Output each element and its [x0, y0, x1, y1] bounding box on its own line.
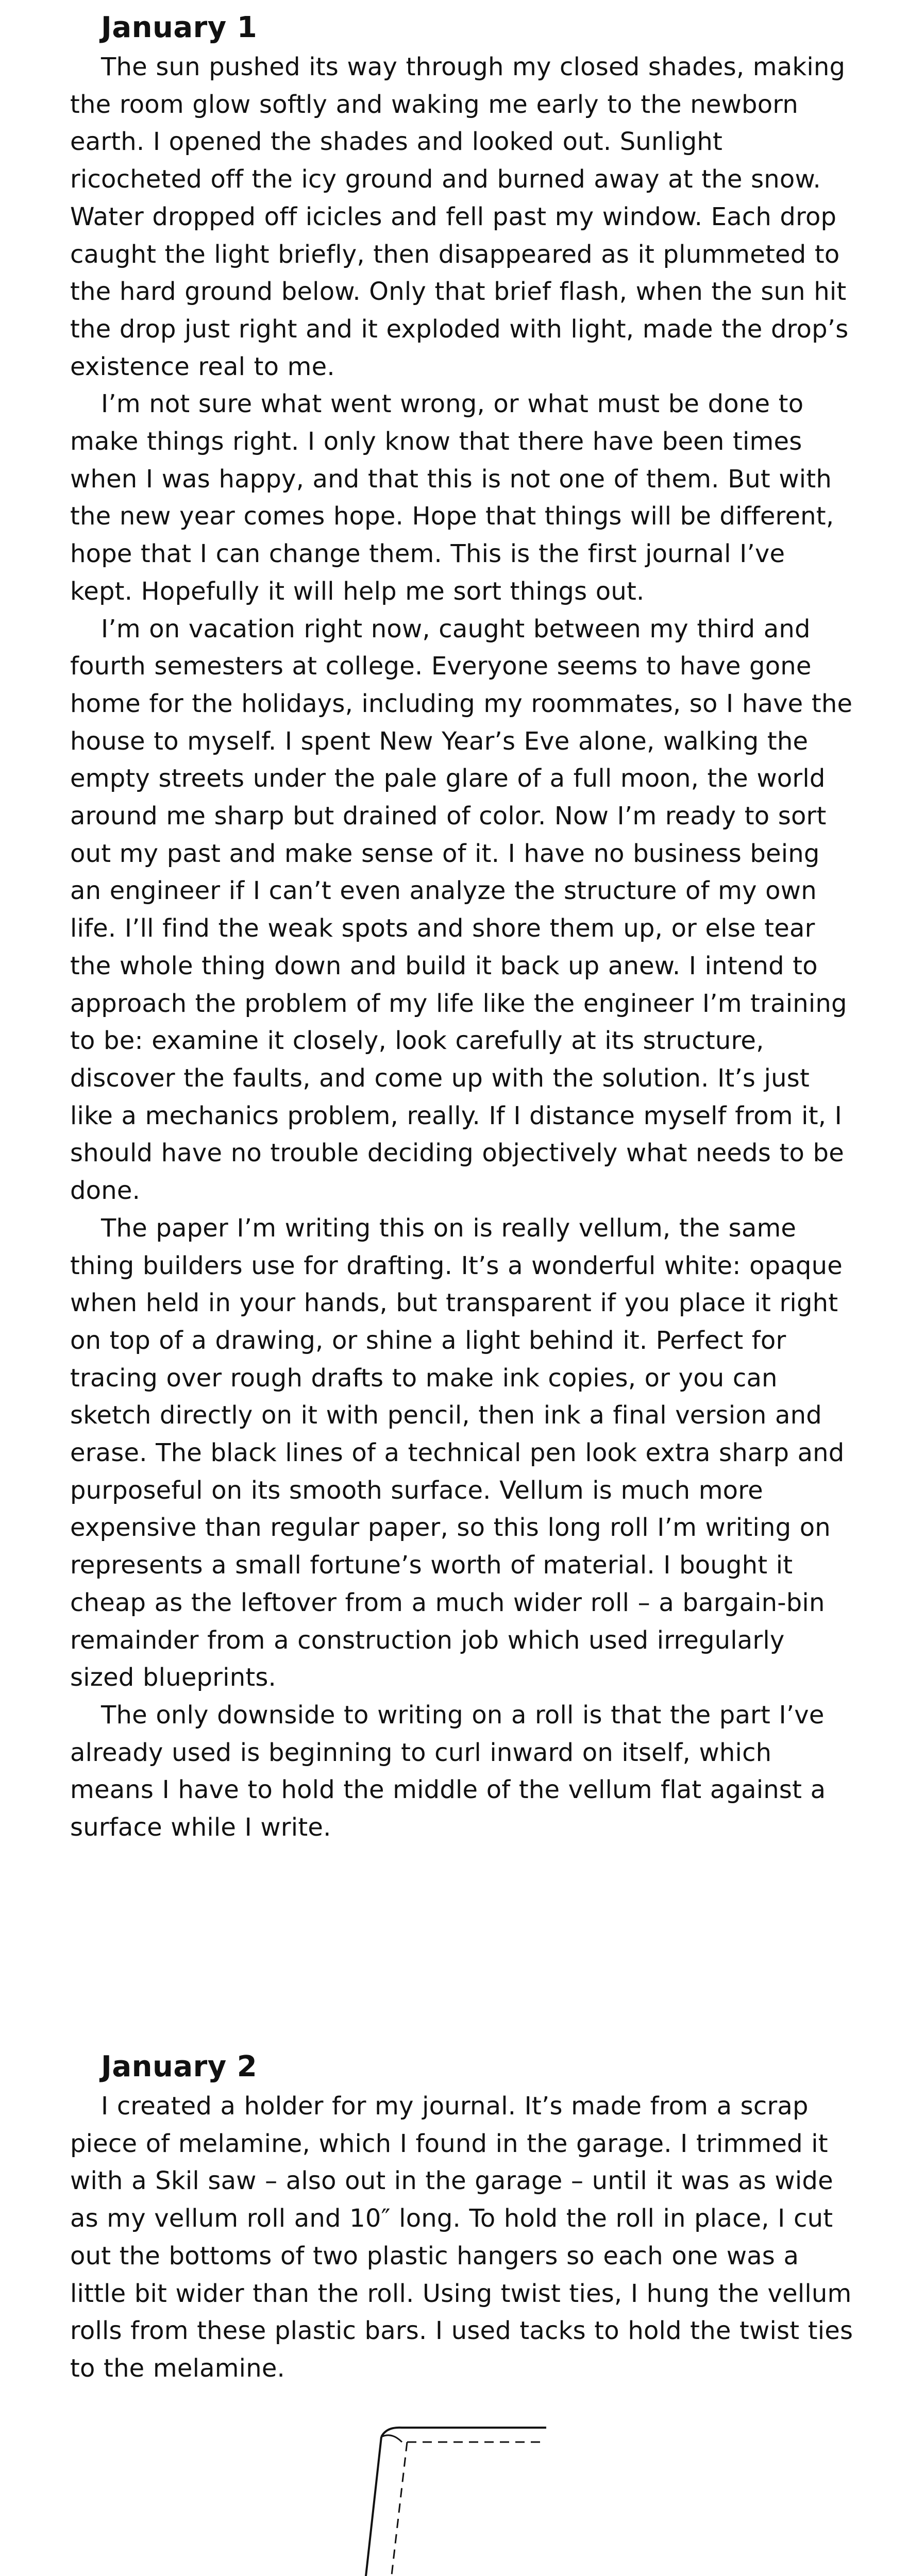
entry-paragraph: The only downside to writing on a roll is that the part I’ve already used is beginning to curl inward on itself, which means I have to hold the middle of the vellum flat against a surface while I write.: [70, 1700, 826, 1842]
entry-paragraph: I created a holder for my journal. It’s made from a scrap piece of melamine, which I found in the garage. I trimmed it with a Skil saw – also out in the garage – until it was as wide as my vellum roll and 10″ long. To hold the roll in place, I cut out the bottoms of two plastic hangers so each one was a little bit wider than the roll. Using twist ties, I hung the vellum rolls from these plastic bars. I used tacks to hold the twist ties to the melamine.: [70, 2092, 853, 2383]
vellum-holder-illustration: [350, 2421, 577, 2576]
entry-paragraph: The sun pushed its way through my closed shades, making the room glow softly and waking me early to the newborn earth. I opened the shades and looked out. Sunlight ricocheted off the icy ground and burned away at the snow. Water dropped off icicles and fell past my window. Each drop caught the light briefly, then disappeared as it plummeted to the hard ground below. Only that brief flash, when the sun hit the drop just right and it exploded with light, made the drop’s existence real to me.: [70, 53, 849, 381]
entry-paragraph: I’m not sure what went wrong, or what must be done to make things right. I only know that there have been times when I was happy, and that this is not one of them. But with the new year comes hope. Hope that things will be different, hope that I can change them. This is the first journal I’ve kept. Hopefully it will help me sort things out.: [70, 389, 834, 606]
entry-date: January 2: [101, 2050, 258, 2083]
journal-entry-january-1: [70, 10, 853, 1846]
entry-paragraph: I’m on vacation right now, caught between my third and fourth semesters at college. Everyone seems to have gone home for the holidays, including my roommates, so I have the house to myself. I spent New Year’s Eve alone, walking the empty streets under the pale glare of a full moon, the world around me sharp but drained of color. Now I’m ready to sort out my past and make sense of it. I have no business being an engineer if I can’t even analyze the structure of my own life. I’ll find the weak spots and shore them up, or else tear the whole thing down and build it back up anew. I intend to approach the problem of my life like the engineer I’m training to be: examine it closely, look carefully at its structure, discover the faults, and come up with the solution. It’s just like a mechanics problem, really. If I distance myself from it, I should have no trouble deciding objectively what needs to be done.: [70, 614, 853, 1206]
entry-paragraph: The paper I’m writing this on is really vellum, the same thing builders use for drafting. It’s a wonderful white: opaque when held in your hands, but transparent if you place it right on top of a drawing, or shine a light behind it. Perfect for tracing over rough drafts to make ink copies, or you can sketch directly on it with pencil, then ink a final version and erase. The black lines of a technical pen look extra sharp and purposeful on its smooth surface. Vellum is much more expensive than regular paper, so this long roll I’m writing on represents a small fortune’s worth of material. I bought it cheap as the leftover from a much wider roll – a bargain-bin remainder from a construction job which used irregularly sized blueprints.: [70, 1213, 845, 1692]
vellum-roll-drawing: [350, 2421, 577, 2576]
entry-date: January 1: [101, 11, 258, 44]
journal-entry-january-2: [70, 2049, 853, 2387]
